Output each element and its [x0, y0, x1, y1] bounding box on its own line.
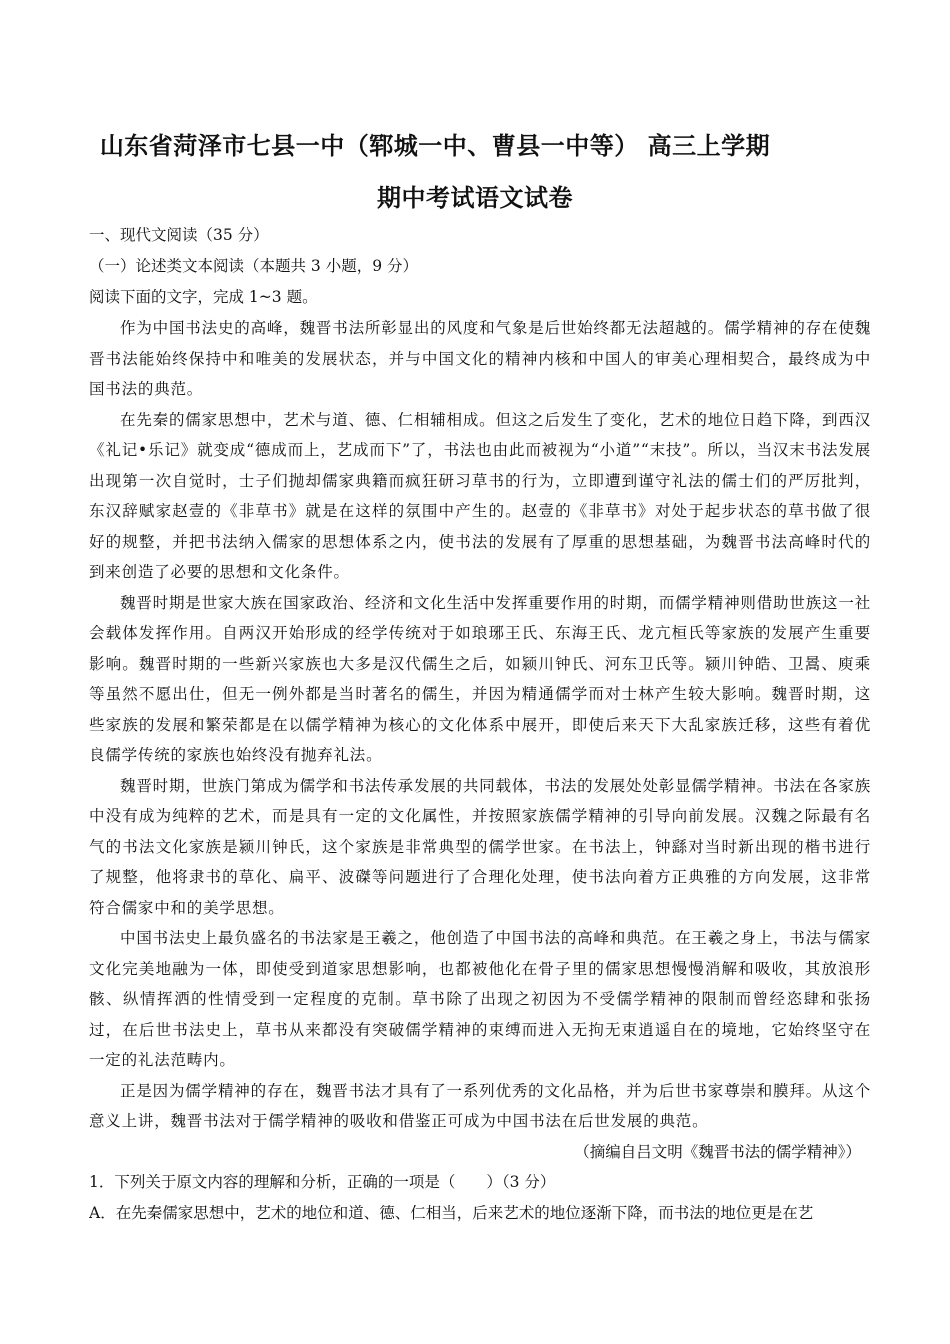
article-paragraph-4: 魏晋时期，世族门第成为儒学和书法传承发展的共同载体，书法的发展处处彰显儒学精神。书法在各家族中没有成为纯粹的艺术，而是具有一定的文化属性，并按照家族儒学精神的引导向前发展。汉魏之际最有名气的书法文化家族是颍川钟氏，这个家族是非常典型的儒学世家。在书法上，钟繇对当时新出现的楷书进行了规整，他将隶书的草化、扁平、波磔等问题进行了合理化处理，使书法向着方正典雅的方向发展，这非常符合儒家中和的美学思想。	[89, 776, 871, 917]
article-paragraph-2: 在先秦的儒家思想中，艺术与道、德、仁相辅相成。但这之后发生了变化，艺术的地位日趋下降，到西汉《礼记•乐记》就变成“德成而上，艺成而下”了，书法也由此而被视为“小道”“末技”。所以，当汉末书法发展出现第一次自觉时，士子们抛却儒家典籍而疯狂研习草书的行为，立即遭到谨守礼法的儒士们的严厉批判，东汉辞赋家赵壹的《非草书》就是在这样的氛围中产生的。赵壹的《非草书》对处于起步状态的草书做了很好的规整，并把书法纳入儒家的思想体系之内，使书法的发展有了厚重的思想基础，为魏晋书法高峰时代的到来创造了必要的思想和文化条件。	[89, 410, 871, 581]
subsection-heading: （一）论述类文本阅读（本题共 3 小题，9 分）	[89, 257, 419, 275]
section-heading: 一、现代文阅读（35 分）	[89, 226, 269, 244]
document-title-line1: 山东省菏泽市七县一中（郓城一中、曹县一中等） 高三上学期	[99, 132, 771, 160]
question-1-stem: 1．下列关于原文内容的理解和分析，正确的一项是（ ）（3 分）	[89, 1173, 556, 1191]
article-paragraph-1: 作为中国书法史的高峰，魏晋书法所彰显出的风度和气象是后世始终都无法超越的。儒学精神的存在使魏晋书法能始终保持中和唯美的发展状态，并与中国文化的精神内核和中国人的审美心理相契合，最终成为中国书法的典范。	[89, 319, 871, 398]
question-1-option-a: A．在先秦儒家思想中，艺术的地位和道、德、仁相当，后来艺术的地位逐渐下降，而书法的地位更是在艺	[89, 1203, 814, 1222]
article-paragraph-6: 正是因为儒学精神的存在，魏晋书法才具有了一系列优秀的文化品格，并为后世书家尊崇和膜拜。从这个意义上讲，魏晋书法对于儒学精神的吸收和借鉴正可成为中国书法在后世发展的典范。	[89, 1081, 871, 1130]
document-body	[89, 220, 871, 1228]
reading-instruction: 阅读下面的文字，完成 1~3 题。	[89, 288, 318, 306]
article-paragraph-5: 中国书法史上最负盛名的书法家是王羲之，他创造了中国书法的高峰和典范。在王羲之身上，书法与儒家文化完美地融为一体，即使受到道家思想影响，也都被他化在骨子里的儒家思想慢慢消解和吸收，其放浪形骸、纵情挥洒的性情受到一定程度的克制。草书除了出现之初因为不受儒学精神的限制而曾经恣肆和张扬过，在后世书法史上，草书从来都没有突破儒学精神的束缚而进入无拘无束逍遥自在的境地，它始终坚守在一定的礼法范畴内。	[89, 929, 871, 1069]
article-paragraph-3: 魏晋时期是世家大族在国家政治、经济和文化生活中发挥重要作用的时期，而儒学精神则借助世族这一社会载体发挥作用。自两汉开始形成的经学传统对于如琅琊王氏、东海王氏、龙亢桓氏等家族的发展产生重要影响。魏晋时期的一些新兴家族也大多是汉代儒生之后，如颍川钟氏、河东卫氏等。颍川钟皓、卫暠、庾乘等虽然不愿出仕，但无一例外都是当时著名的儒生，并因为精通儒学而对士林产生较大影响。魏晋时期，这些家族的发展和繁荣都是在以儒学精神为核心的文化体系中展开，即使后来天下大乱家族迁移，这些有着优良儒学传统的家族也始终没有抛弃礼法。	[89, 593, 871, 764]
article-source: （摘编自吕文明《魏晋书法的儒学精神》）	[574, 1142, 861, 1161]
document-title-line2: 期中考试语文试卷	[377, 184, 573, 212]
